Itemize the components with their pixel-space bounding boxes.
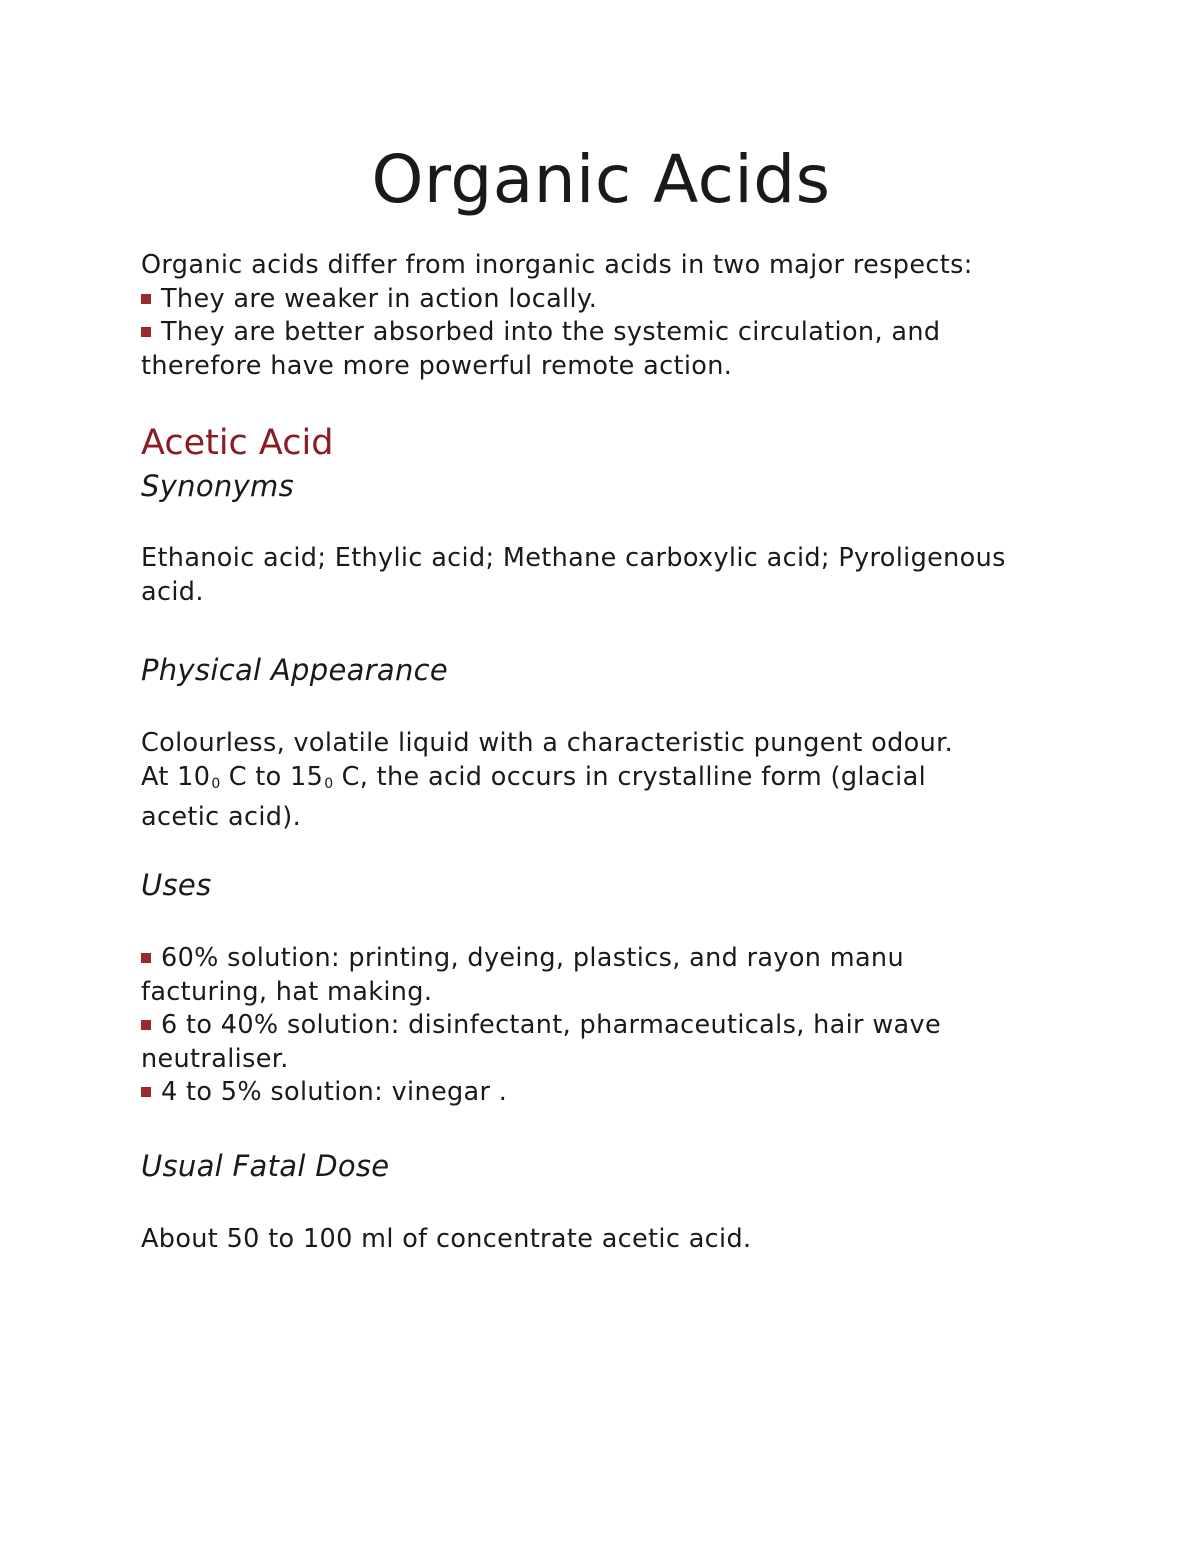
fatal-dose-block [141, 1223, 751, 1257]
subheading-physical-appearance: Physical Appearance [141, 653, 449, 687]
appearance-text: C, the acid occurs in crystalline form (glacial [333, 761, 927, 792]
intro-bullet-2 [141, 316, 973, 350]
appearance-line-3: acetic acid). [141, 802, 302, 833]
degree-subscript: 0 [324, 775, 334, 792]
uses-item-3-text: 4 to 5% solution: vinegar . [161, 1077, 508, 1108]
degree-subscript: 0 [211, 775, 221, 792]
bullet-square-icon [141, 953, 151, 963]
section-heading-acetic-acid: Acetic Acid [141, 423, 334, 463]
intro-bullet-2-continued: therefore have more powerful remote action. [141, 350, 733, 381]
page-title: Organic Acids [371, 141, 831, 218]
bullet-square-icon [141, 1020, 151, 1030]
subheading-synonyms: Synonyms [141, 469, 294, 503]
subheading-uses: Uses [141, 868, 212, 902]
bullet-square-icon [141, 327, 151, 337]
uses-item-2-text: 6 to 40% solution: disinfectant, pharmaceuticals, hair wave [161, 1010, 942, 1041]
appearance-block [141, 727, 953, 835]
appearance-text: C to 15 [220, 761, 324, 792]
uses-item-2 [141, 1009, 941, 1043]
fatal-dose-text: About 50 to 100 ml of concentrate acetic acid. [141, 1224, 752, 1254]
bullet-square-icon [141, 1087, 151, 1097]
bullet-square-icon [141, 294, 151, 304]
uses-item-1 [141, 942, 941, 976]
synonyms-line-2: acid. [141, 576, 204, 607]
synonyms-line-1: Ethanoic acid; Ethylic acid; Methane carboxylic acid; Pyroligenous [141, 543, 1006, 573]
uses-item-3 [141, 1076, 941, 1110]
subheading-usual-fatal-dose: Usual Fatal Dose [141, 1149, 390, 1183]
appearance-line-2 [141, 761, 953, 802]
intro-bullet-2-text: They are better absorbed into the systemic circulation, and [161, 317, 941, 348]
uses-item-1-text: 60% solution: printing, dyeing, plastics, and rayon manu [161, 943, 904, 973]
intro-bullet-1-text: They are weaker in action locally. [161, 283, 598, 314]
uses-block [141, 942, 941, 1110]
uses-item-2-continued: neutraliser. [141, 1043, 289, 1074]
intro-bullet-1 [141, 283, 973, 317]
uses-item-1-continued: facturing, hat making. [141, 976, 433, 1007]
intro-lead: Organic acids differ from inorganic acids in two major respects: [141, 250, 973, 280]
appearance-line-1: Colourless, volatile liquid with a characteristic pungent odour. [141, 728, 954, 758]
appearance-text: At 10 [141, 761, 211, 792]
synonyms-block [141, 542, 1006, 609]
intro-block [141, 249, 973, 383]
